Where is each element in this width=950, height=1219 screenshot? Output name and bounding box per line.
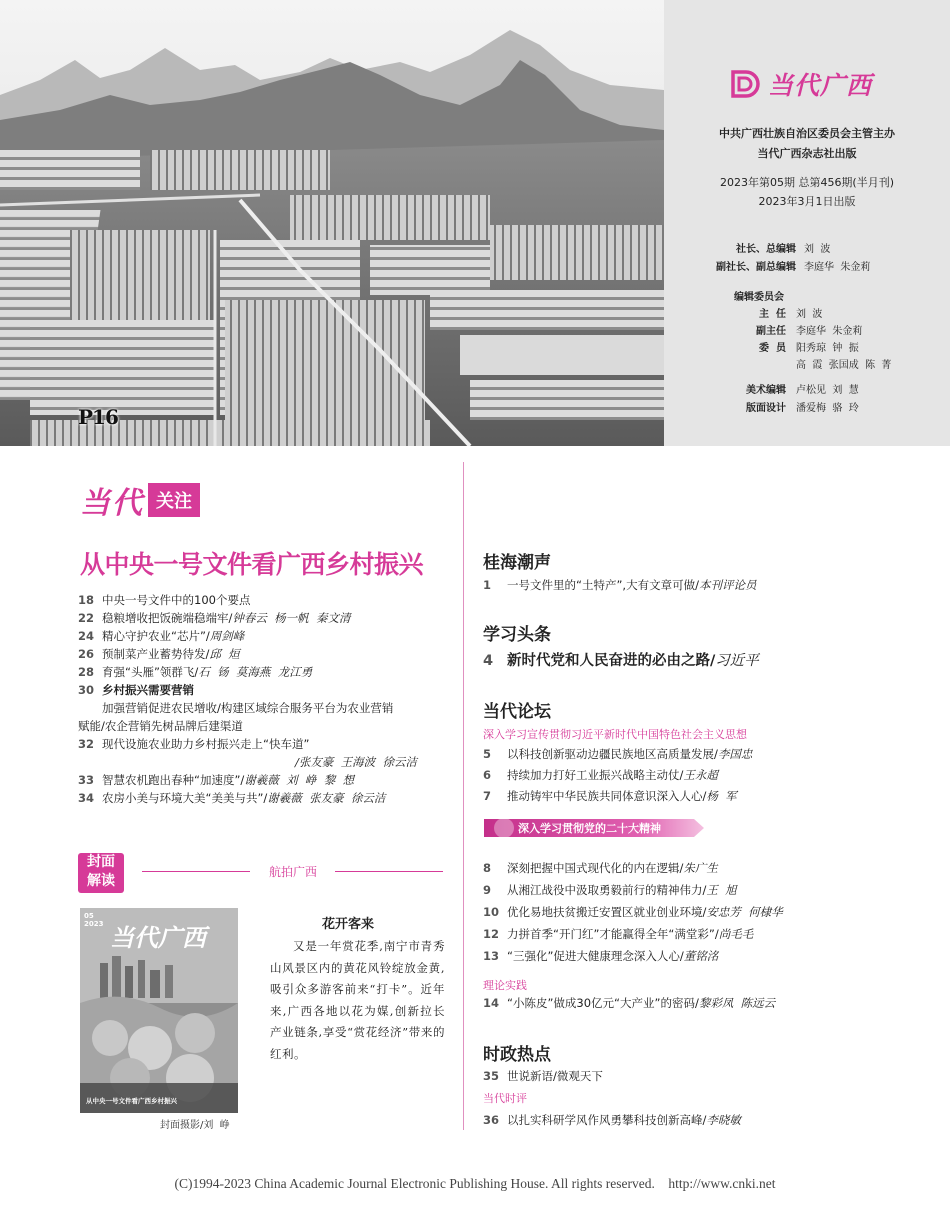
section-subtitle: 理论实践 [483,979,527,992]
toc-text: 稳粮增收把饭碗端稳端牢/ [102,611,233,625]
toc-text: “三强化”促进大健康理念深入人心/ [507,949,684,963]
art-staff-list [702,381,942,417]
copyright-footer: (C)1994-2023 China Academic Journal Electronic Publishing House. All rights reserved. http://www.cnki.net [174,1176,776,1191]
toc-author: 王永超 [683,768,718,782]
section-subtitle: 深入学习宣传贯彻习近平新时代中国特色社会主义思想 [483,728,747,741]
toc-author: /张友豪 王海波 徐云洁 [295,755,417,769]
toc-text: 新时代党和人民奋进的必由之路/ [507,653,716,669]
toc-num: 1 [483,578,492,592]
column-divider [463,462,464,1130]
toc-num: 18 [78,593,95,607]
staff-role: 社长、总编辑 [736,244,796,255]
toc-num: 14 [483,996,500,1010]
toc-item[interactable] [78,591,417,609]
toc-num: 36 [483,1113,500,1127]
staff-role: 副社长、副总编辑 [716,262,796,273]
toc-text: 世说新语/微观天下 [507,1069,603,1083]
cover-headline: 从中央一号文件看广西乡村振兴 [86,1097,177,1105]
toc-text: 乡村振兴需要营销 [102,683,194,697]
sponsor-line: 中共广西壮族自治区委员会主管主办 [719,127,895,140]
staff-names: 刘 波 [804,244,831,255]
toc-num: 32 [78,737,95,751]
toc-text: 从湘江战役中汲取勇毅前行的精神伟力/ [507,883,707,897]
publisher-line: 当代广西杂志社出版 [757,147,857,160]
toc-num: 33 [78,773,95,787]
toc-item[interactable] [483,787,752,805]
toc-author-line [78,753,417,771]
toc-author: 董铭洺 [683,949,719,963]
toc-num: 12 [483,927,500,941]
toc-item[interactable] [78,609,417,627]
committee-names: 刘 波 [796,309,823,320]
toc-author: 王 旭 [706,883,737,897]
cover-photo [0,0,664,446]
toc-text: 持续加力打好工业振兴战略主动仗/ [507,768,684,782]
toc-text: 预制菜产业蓄势待发/ [102,647,210,661]
art-role: 美术编辑 [746,385,786,396]
toc-num: 5 [483,747,492,761]
toc-num: 24 [78,629,95,643]
toc-item[interactable] [78,771,417,789]
toc-text: 农房小美与环境大美“美美与共”/ [102,791,268,805]
toc-text: 智慧农机跑出春种“加速度”/ [102,773,245,787]
toc-author: 李国忠 [717,747,753,761]
toc-num: 26 [78,647,95,661]
toc-num: 28 [78,665,95,679]
toc-item[interactable] [483,881,783,899]
section-subtitle: 当代时评 [483,1092,527,1105]
toc-author: 石 钖 莫海燕 龙江勇 [198,665,313,679]
toc-text: 以科技创新驱动边疆民族地区高质量发展/ [507,747,718,761]
toc-item[interactable] [483,994,775,1012]
toc-num: 7 [483,789,492,803]
toc-text: 深刻把握中国式现代化的内在逻辑/ [507,861,684,875]
banner-text: 深入学习贯彻党的二十大精神 [518,822,661,835]
toc-item[interactable] [483,903,783,921]
toc-item[interactable] [483,745,752,763]
art-names: 潘爱梅 骆 玲 [796,403,859,414]
committee-title-text: 编辑委员会 [734,292,784,303]
toc-text: 一号文件里的“土特产”,大有文章可做/ [507,578,699,592]
toc-num: 6 [483,768,492,782]
art-names: 卢松见 刘 慧 [796,385,859,396]
toc-author: 尚毛毛 [718,927,754,941]
toc-author: 杨 军 [706,789,737,803]
toc-author: 黎彩凤 陈远云 [698,996,776,1010]
staff-list [702,240,942,276]
toc-text: 优化易地扶贫搬迁安置区就业创业环境/ [507,905,707,919]
greenhouse-landscape-image [0,0,664,446]
committee-role: 副主任 [756,326,786,337]
toc-author: 朱广生 [683,861,718,875]
cover-year: 2023 [84,920,104,928]
committee-names: 李庭华 朱金莉 [796,326,863,337]
toc-text: 精心守护农业“芯片”/ [102,629,210,643]
toc-item[interactable] [78,735,417,753]
toc-author: 周剑峰 [209,629,245,643]
toc-num: 35 [483,1069,500,1083]
d-logo-icon [730,69,764,99]
cover-logo: 当代广西 [110,923,206,952]
toc-text: “小陈皮”做成30亿元“大产业”的密码/ [507,996,699,1010]
toc-item[interactable] [483,859,783,877]
toc-item[interactable] [78,789,417,807]
toc-num: 4 [483,653,494,669]
logo-text: 当代广西 [768,71,873,100]
toc-text: 育强“头雁”领群飞/ [102,665,199,679]
essay-title: 花开客来 [322,917,375,932]
committee-list [702,305,942,373]
feature-logo [80,478,200,522]
cover-caption: 封面摄影/刘 峥 [160,1120,230,1131]
toc-num: 9 [483,883,492,897]
toc-subtext-line: 加强营销促进农民增收/构建区域综合服务平台为农业营销 [102,701,394,715]
toc-author: 习近平 [715,653,759,669]
toc-text: 力拼首季“开门红”才能赢得全年“满堂彩”/ [507,927,719,941]
divider-line [335,871,443,872]
committee-names: 阳秀琼 钟 振 [796,343,859,354]
toc-text: 推动铸牢中华民族共同体意识深入人心/ [507,789,707,803]
section-title: 时政热点 [483,1045,551,1065]
toc-num: 34 [78,791,95,805]
toc-num: 10 [483,905,500,919]
page-marker: P16 [78,405,118,429]
committee-names: 高 霞 张国成 陈 菁 [796,360,892,371]
toc-author: 本刊评论员 [698,578,757,592]
toc-list [483,859,783,965]
essay-body: 又是一年赏花季,南宁市青秀山风景区内的黄花风铃绽放金黄,吸引众多游客前来“打卡”。近年来,广西各地以花为媒,创新拉长产业链条,享受“赏花经济”带来的红利。 [270,939,445,1061]
cover-issue [84,912,103,928]
theme-banner [484,815,704,841]
feature-toc [78,591,417,807]
toc-text: 现代设施农业助力乡村振兴走上“快车道” [102,737,310,751]
toc-num: 30 [78,683,95,697]
art-role: 版面设计 [746,403,786,414]
cover-badge [78,853,124,893]
toc-text: 中央一号文件中的100个要点 [102,593,251,607]
toc-item[interactable] [78,663,417,681]
toc-item[interactable] [483,1067,603,1085]
committee-role: 委 员 [759,343,786,354]
toc-text: 以扎实科研学风作风勇攀科技创新高峰/ [507,1113,707,1127]
toc-num: 13 [483,949,500,963]
toc-author: 谢羲薇 刘 峥 黎 想 [244,773,355,787]
section-title: 桂海潮声 [483,553,551,573]
section-title: 当代论坛 [483,702,551,722]
cover-issue-num: 05 [84,912,94,920]
divider-line [142,871,250,872]
toc-item[interactable] [78,645,417,663]
toc-num: 22 [78,611,95,625]
toc-author: 钟春云 杨一帆 秦文清 [232,611,351,625]
toc-item[interactable] [483,766,752,784]
toc-author: 李晓敏 [706,1113,741,1127]
toc-item[interactable] [483,576,756,594]
toc-num: 8 [483,861,492,875]
feature-title: 从中央一号文件看广西乡村振兴 [80,550,424,579]
toc-author: 邱 烜 [209,647,240,661]
toc-list [483,745,752,805]
toc-item[interactable] [78,681,417,699]
toc-item[interactable] [483,652,759,670]
toc-item[interactable] [78,627,417,645]
cover-badge-line: 解读 [87,873,115,889]
feature-logo-tag: 关注 [148,483,200,517]
committee-title [734,288,784,303]
toc-author: 谢羲薇 张友豪 徐云洁 [267,791,386,805]
date-line: 2023年3月1日出版 [758,195,856,208]
cover-badge-line: 封面 [87,854,115,870]
toc-item[interactable] [483,947,783,965]
staff-names: 李庭华 朱金莉 [804,262,871,273]
issue-line: 2023年第05期 总第456期(半月刊) [719,176,895,189]
section-title: 学习头条 [483,625,551,645]
cover-thumbnail[interactable] [80,908,238,1113]
toc-item[interactable] [483,1111,741,1129]
committee-role [702,356,786,373]
toc-subtext-line: 赋能/农企营销先树品牌后建渠道 [78,719,243,733]
toc-author: 安忠芳 何棣华 [706,905,783,919]
feature-logo-text: 当代 [80,486,144,521]
toc-item[interactable] [483,925,783,943]
committee-role: 主 任 [759,309,786,320]
cover-label: 航拍广西 [268,865,317,879]
magazine-logo [730,66,872,102]
